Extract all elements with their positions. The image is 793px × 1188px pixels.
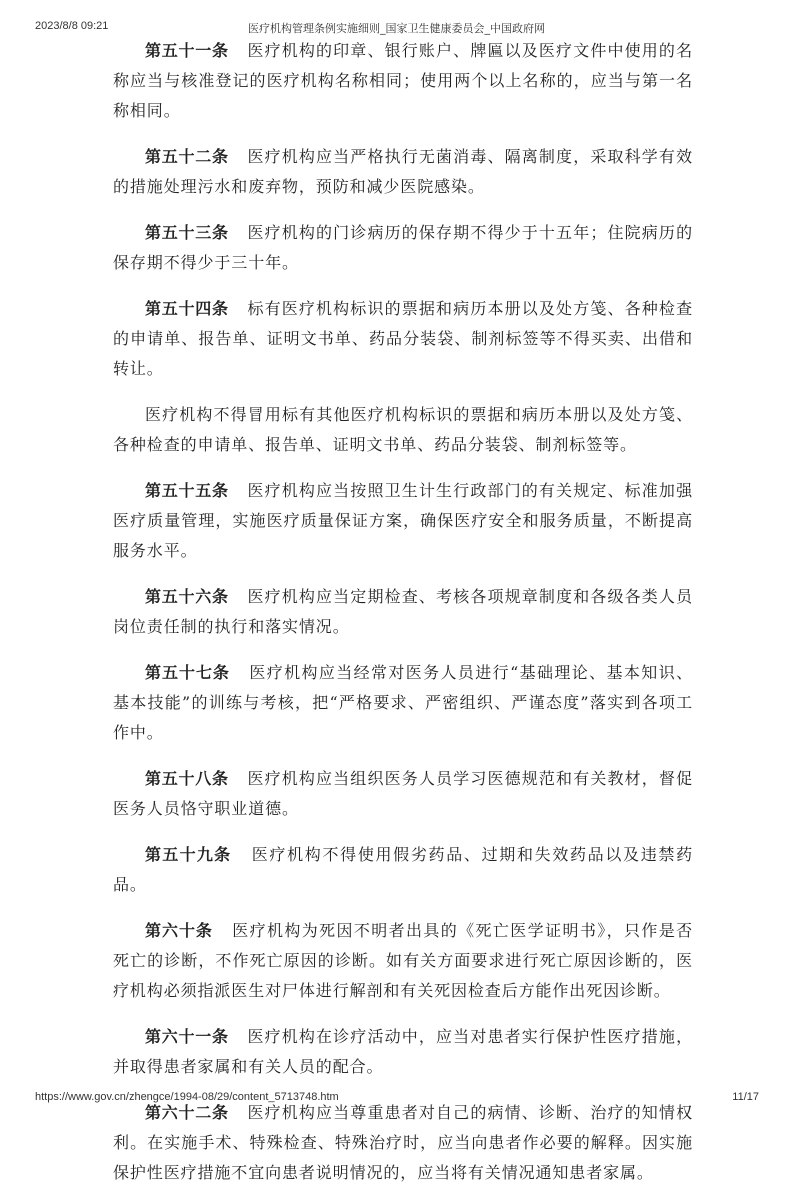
article-paragraph (113, 916, 693, 1006)
article-text: 医疗机构应当严格执行无菌消毒、隔离制度，采取科学有效的措施处理污水和废弃物，预防和减少医院感染。 (113, 147, 693, 196)
article-number: 第五十八条 (145, 769, 229, 788)
article-text: 医疗机构应当经常对医务人员进行“基础理论、基本知识、基本技能”的训练与考核，把“严格要求、严密组织、严谨态度”落实到各项工作中。 (113, 663, 693, 742)
article-paragraph (113, 840, 693, 900)
article-text: 医疗机构应当按照卫生计生行政部门的有关规定、标准加强医疗质量管理，实施医疗质量保证方案，确保医疗安全和服务质量，不断提高服务水平。 (113, 481, 693, 560)
article-paragraph (113, 400, 693, 460)
article-paragraph (113, 1022, 693, 1082)
article-number: 第五十一条 (145, 41, 229, 60)
article-text: 标有医疗机构标识的票据和病历本册以及处方笺、各种检查的申请单、报告单、证明文书单、药品分装袋、制剂标签等不得买卖、出借和转让。 (113, 299, 693, 378)
article-paragraph (113, 142, 693, 202)
article-number: 第六十二条 (145, 1103, 229, 1122)
article-text: 医疗机构应当定期检查、考核各项规章制度和各级各类人员岗位责任制的执行和落实情况。 (113, 587, 693, 636)
article-number: 第五十三条 (145, 223, 229, 242)
page-title: 医疗机构管理条例实施细则_国家卫生健康委员会_中国政府网 (248, 22, 545, 35)
article-paragraph (113, 218, 693, 278)
article-paragraph (113, 582, 693, 642)
article-number: 第五十五条 (145, 481, 229, 500)
article-text: 医疗机构应当尊重患者对自己的病情、诊断、治疗的知情权利。在实施手术、特殊检查、特殊治疗时，应当向患者作必要的解释。因实施保护性医疗措施不宜向患者说明情况的，应当将有关情况通知患者家属。 (113, 1103, 693, 1182)
article-text: 医疗机构不得使用假劣药品、过期和失效药品以及违禁药品。 (113, 845, 693, 894)
article-text: 医疗机构应当组织医务人员学习医德规范和有关教材，督促医务人员恪守职业道德。 (113, 769, 693, 818)
article-paragraph (113, 1098, 693, 1188)
article-number: 第六十一条 (145, 1027, 229, 1046)
article-text: 医疗机构的门诊病历的保存期不得少于十五年；住院病历的保存期不得少于三十年。 (113, 223, 693, 272)
article-text: 医疗机构为死因不明者出具的《死亡医学证明书》，只作是否死亡的诊断，不作死亡原因的诊断。如有关方面要求进行死亡原因诊断的，医疗机构必须指派医生对尸体进行解剖和有关死因检查后方能作出死因诊断。 (113, 921, 693, 1000)
article-number: 第五十四条 (145, 299, 229, 318)
article-number: 第五十九条 (145, 845, 232, 864)
article-text: 医疗机构在诊疗活动中，应当对患者实行保护性医疗措施，并取得患者家属和有关人员的配合。 (113, 1027, 693, 1076)
article-paragraph (113, 294, 693, 384)
article-paragraph (113, 658, 693, 748)
article-paragraph (113, 476, 693, 566)
source-url: https://www.gov.cn/zhengce/1994-08/29/content_5713748.htm (35, 1091, 339, 1103)
print-datetime: 2023/8/8 09:21 (35, 20, 109, 32)
article-number: 第五十七条 (145, 663, 230, 682)
article-number: 第五十六条 (145, 587, 229, 606)
article-text: 医疗机构不得冒用标有其他医疗机构标识的票据和病历本册以及处方笺、各种检查的申请单、报告单、证明文书单、药品分装袋、制剂标签等。 (113, 405, 693, 454)
page-number: 11/17 (732, 1091, 759, 1103)
article-paragraph (113, 764, 693, 824)
article-number: 第五十二条 (145, 147, 229, 166)
article-number: 第六十条 (145, 921, 213, 940)
article-paragraph (113, 36, 693, 126)
article-text: 医疗机构的印章、银行账户、牌匾以及医疗文件中使用的名称应当与核准登记的医疗机构名称相同；使用两个以上名称的，应当与第一名称相同。 (113, 41, 693, 120)
